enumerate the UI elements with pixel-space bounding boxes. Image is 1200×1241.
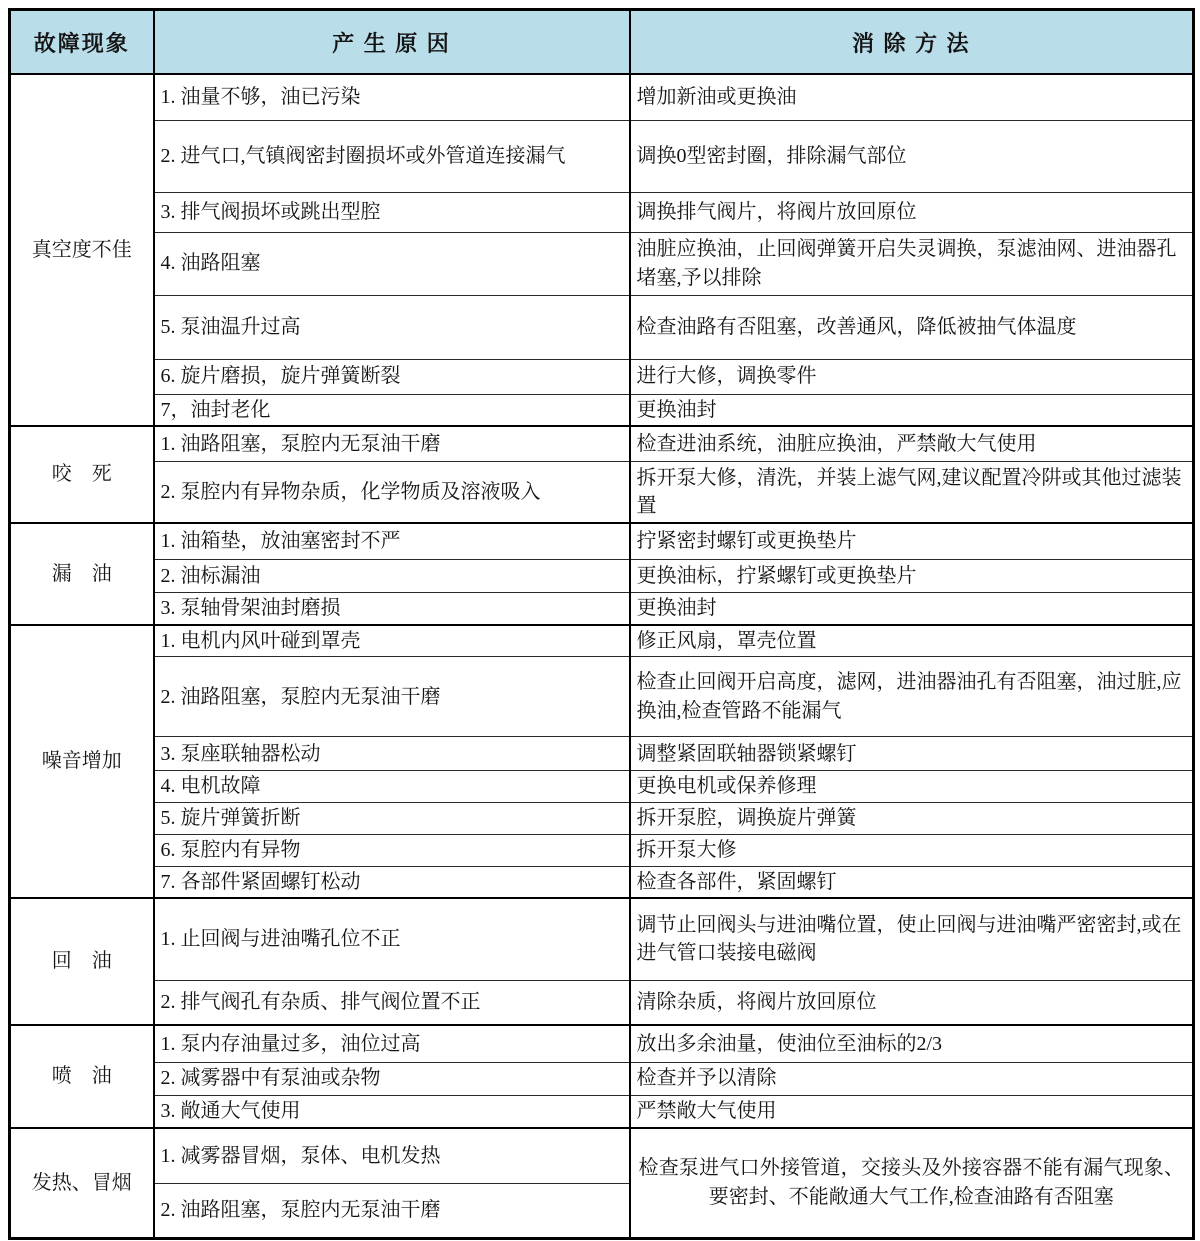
table-row <box>10 866 1194 898</box>
cause-cell: 1. 止回阀与进油嘴孔位不正 <box>154 898 630 980</box>
solution-cell: 检查泵进气口外接管道，交接头及外接容器不能有漏气现象、要密封、不能敞通大气工作,检查油路有否阻塞 <box>630 1128 1194 1238</box>
solution-cell: 检查止回阀开启高度，滤网，进油器油孔有否阻塞，油过脏,应换油,检查管路不能漏气 <box>630 657 1194 737</box>
cause-cell: 1. 油量不够，油已污染 <box>154 74 630 120</box>
solution-cell: 调换排气阀片，将阀片放回原位 <box>630 192 1194 232</box>
fault-cell: 发热、冒烟 <box>10 1128 154 1238</box>
header-row <box>10 10 1194 75</box>
cause-cell: 2. 减雾器中有泵油或杂物 <box>154 1062 630 1095</box>
fault-cell: 咬 死 <box>10 426 154 523</box>
table-row <box>10 426 1194 462</box>
table-row <box>10 625 1194 657</box>
table-row <box>10 394 1194 426</box>
table-row <box>10 737 1194 771</box>
table-row <box>10 1062 1194 1095</box>
solution-cell: 清除杂质，将阀片放回原位 <box>630 980 1194 1025</box>
cause-cell: 4. 电机故障 <box>154 771 630 802</box>
cause-cell: 2. 泵腔内有异物杂质，化学物质及溶液吸入 <box>154 462 630 523</box>
cause-cell: 7. 各部件紧固螺钉松动 <box>154 866 630 898</box>
cause-cell: 1. 减雾器冒烟，泵体、电机发热 <box>154 1128 630 1183</box>
solution-cell: 放出多余油量，使油位至油标的2/3 <box>630 1025 1194 1062</box>
solution-cell: 调节止回阀头与进油嘴位置，使止回阀与进油嘴严密密封,或在进气管口装接电磁阀 <box>630 898 1194 980</box>
solution-cell: 严禁敞大气使用 <box>630 1095 1194 1128</box>
table-row <box>10 232 1194 295</box>
solution-cell: 检查各部件，紧固螺钉 <box>630 866 1194 898</box>
cause-cell: 2. 油路阻塞，泵腔内无泵油干磨 <box>154 1183 630 1238</box>
solution-cell: 拧紧密封螺钉或更换垫片 <box>630 523 1194 560</box>
solution-cell: 调换0型密封圈，排除漏气部位 <box>630 120 1194 192</box>
fault-cell: 真空度不佳 <box>10 74 154 426</box>
cause-cell: 3. 泵座联轴器松动 <box>154 737 630 771</box>
cause-cell: 6. 旋片磨损，旋片弹簧断裂 <box>154 359 630 394</box>
table-row <box>10 74 1194 120</box>
troubleshooting-table <box>8 8 1195 1240</box>
cause-cell: 2. 油路阻塞，泵腔内无泵油干磨 <box>154 657 630 737</box>
solution-cell: 更换油封 <box>630 394 1194 426</box>
table-row <box>10 593 1194 625</box>
table-row <box>10 834 1194 866</box>
table-row <box>10 802 1194 834</box>
cause-cell: 1. 油路阻塞，泵腔内无泵油干磨 <box>154 426 630 462</box>
table-row <box>10 1128 1194 1183</box>
table-row <box>10 120 1194 192</box>
cause-cell: 3. 敞通大气使用 <box>154 1095 630 1128</box>
cause-cell: 3. 泵轴骨架油封磨损 <box>154 593 630 625</box>
table-row <box>10 523 1194 560</box>
cause-cell: 2. 油标漏油 <box>154 560 630 593</box>
fault-cell: 漏 油 <box>10 523 154 625</box>
solution-cell: 增加新油或更换油 <box>630 74 1194 120</box>
table-row <box>10 898 1194 980</box>
solution-cell: 检查并予以清除 <box>630 1062 1194 1095</box>
fault-cell: 喷 油 <box>10 1025 154 1128</box>
table-row <box>10 560 1194 593</box>
header-fault: 故障现象 <box>10 10 154 75</box>
fault-cell: 回 油 <box>10 898 154 1025</box>
solution-cell: 更换油封 <box>630 593 1194 625</box>
solution-cell: 检查进油系统，油脏应换油，严禁敞大气使用 <box>630 426 1194 462</box>
table-row <box>10 980 1194 1025</box>
solution-cell: 拆开泵大修 <box>630 834 1194 866</box>
cause-cell: 1. 电机内风叶碰到罩壳 <box>154 625 630 657</box>
table-row <box>10 359 1194 394</box>
solution-cell: 检查油路有否阻塞，改善通风，降低被抽气体温度 <box>630 295 1194 359</box>
cause-cell: 1. 泵内存油量过多，油位过高 <box>154 1025 630 1062</box>
table-row <box>10 1025 1194 1062</box>
table-row <box>10 295 1194 359</box>
solution-cell: 更换电机或保养修理 <box>630 771 1194 802</box>
table-row <box>10 657 1194 737</box>
cause-cell: 1. 油箱垫，放油塞密封不严 <box>154 523 630 560</box>
solution-cell: 拆开泵大修，清洗，并装上滤气网,建议配置冷阱或其他过滤装置 <box>630 462 1194 523</box>
cause-cell: 4. 油路阻塞 <box>154 232 630 295</box>
table-row <box>10 462 1194 523</box>
header-solution: 消 除 方 法 <box>630 10 1194 75</box>
fault-cell: 噪音增加 <box>10 625 154 898</box>
cause-cell: 7，油封老化 <box>154 394 630 426</box>
cause-cell: 6. 泵腔内有异物 <box>154 834 630 866</box>
header-cause: 产 生 原 因 <box>154 10 630 75</box>
solution-cell: 修正风扇，罩壳位置 <box>630 625 1194 657</box>
solution-cell: 更换油标，拧紧螺钉或更换垫片 <box>630 560 1194 593</box>
cause-cell: 3. 排气阀损坏或跳出型腔 <box>154 192 630 232</box>
solution-cell: 进行大修，调换零件 <box>630 359 1194 394</box>
table-row <box>10 771 1194 802</box>
solution-cell: 油脏应换油，止回阀弹簧开启失灵调换，泵滤油网、进油器孔堵塞,予以排除 <box>630 232 1194 295</box>
table-row <box>10 192 1194 232</box>
cause-cell: 5. 泵油温升过高 <box>154 295 630 359</box>
solution-cell: 拆开泵腔，调换旋片弹簧 <box>630 802 1194 834</box>
cause-cell: 2. 排气阀孔有杂质、排气阀位置不正 <box>154 980 630 1025</box>
cause-cell: 5. 旋片弹簧折断 <box>154 802 630 834</box>
cause-cell: 2. 进气口,气镇阀密封圈损坏或外管道连接漏气 <box>154 120 630 192</box>
table-row <box>10 1095 1194 1128</box>
solution-cell: 调整紧固联轴器锁紧螺钉 <box>630 737 1194 771</box>
